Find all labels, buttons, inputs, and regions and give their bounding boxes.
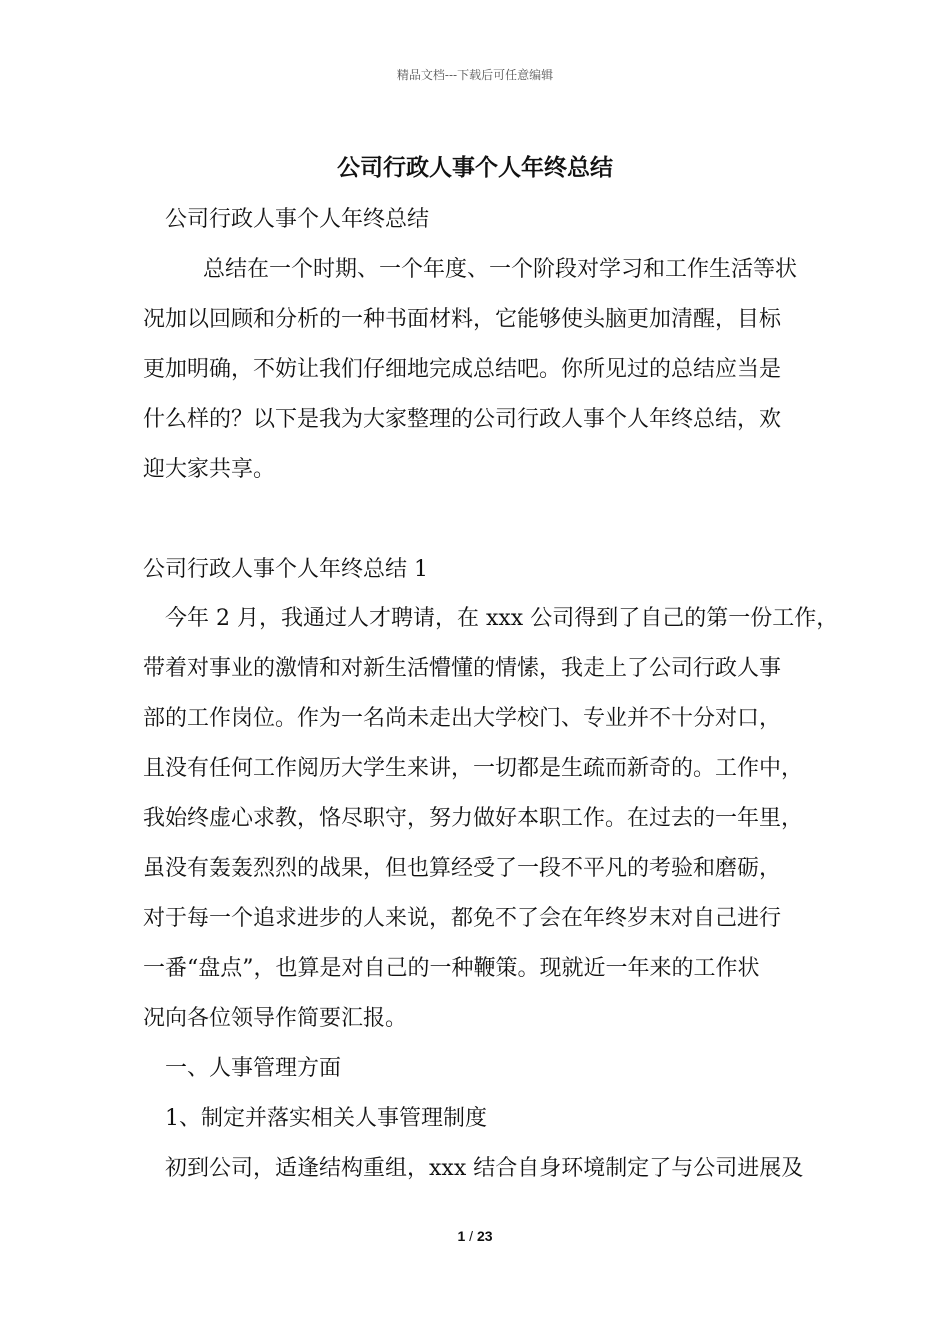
document-title: 公司行政人事个人年终总结 <box>337 154 613 181</box>
paragraph-line: 况加以回顾和分析的一种书面材料，它能够使头脑更加清醒，目标 <box>143 307 782 332</box>
paragraph-line: 更加明确，不妨让我们仔细地完成总结吧。你所见过的总结应当是 <box>143 357 782 382</box>
paragraph-line: 什么样的？以下是我为大家整理的公司行政人事个人年终总结，欢 <box>143 407 782 432</box>
page-separator: / <box>469 1228 474 1244</box>
subtitle-line: 公司行政人事个人年终总结 <box>165 207 430 232</box>
section-heading: 公司行政人事个人年终总结 1 <box>143 557 428 582</box>
header-note: 精品文档---下载后可任意编辑 <box>396 68 554 82</box>
page-current: 1 <box>457 1228 466 1244</box>
paragraph-line: 今年 2 月，我通过人才聘请，在 xxx 公司得到了自己的第一份工作， <box>165 606 839 631</box>
paragraph-line: 总结在一个时期、一个年度、一个阶段对学习和工作生活等状 <box>203 257 798 282</box>
paragraph-line: 虽没有轰轰烈烈的战果，但也算经受了一段不平凡的考验和磨砺， <box>143 856 782 881</box>
paragraph-line: 对于每一个追求进步的人来说，都免不了会在年终岁末对自己进行 <box>143 906 782 931</box>
paragraph-line: 况向各位领导作简要汇报。 <box>143 1006 408 1031</box>
section-heading: 一、人事管理方面 <box>165 1056 342 1081</box>
paragraph-line: 一番“盘点”，也算是对自己的一种鞭策。现就近一年来的工作状 <box>143 956 760 981</box>
paragraph-line: 迎大家共享。 <box>143 457 276 482</box>
paragraph-line: 带着对事业的激情和对新生活懵懂的情愫，我走上了公司行政人事 <box>143 656 782 681</box>
paragraph-line: 部的工作岗位。作为一名尚未走出大学校门、专业并不十分对口， <box>143 706 782 731</box>
paragraph-line: 我始终虚心求教，恪尽职守，努力做好本职工作。在过去的一年里， <box>143 806 804 831</box>
page-number <box>0 1226 950 1246</box>
subsection-heading: 1、制定并落实相关人事管理制度 <box>165 1106 487 1131</box>
paragraph-line: 且没有任何工作阅历大学生来讲，一切都是生疏而新奇的。工作中， <box>143 756 804 781</box>
paragraph-line: 初到公司，适逢结构重组，xxx 结合自身环境制定了与公司进展及 <box>165 1156 804 1181</box>
page-total: 23 <box>476 1228 493 1244</box>
